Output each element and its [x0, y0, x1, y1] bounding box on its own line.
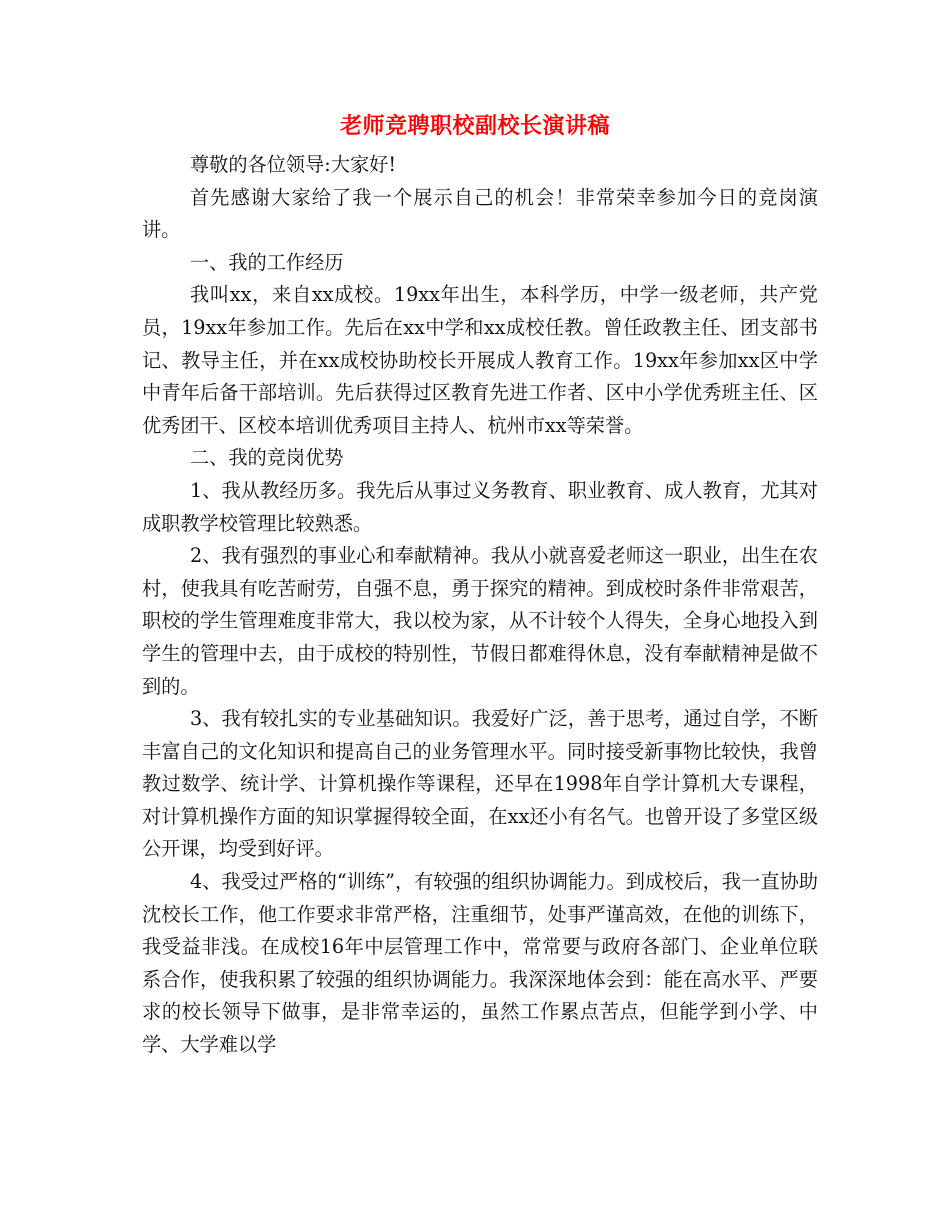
paragraph-work-experience: 我叫xx，来自xx成校。19xx年出生，本科学历，中学一级老师，共产党员，19xx年参加工作。先后在xx中学和xx成校任教。曾任政教主任、团支部书记、教导主任，并在xx成校协助校长开展成人教育工作。19xx年参加xx区中学中青年后备干部培训。先后获得过区教育先进工作者、区中小学优秀班主任、区优秀团干、区校本培训优秀项目主持人、杭州市xx等荣誉。 [142, 283, 818, 437]
paragraph-greeting: 尊敬的各位领导:大家好! [190, 153, 397, 176]
document-title: 老师竞聘职校副校长演讲稿 [339, 113, 610, 139]
section-heading-work-experience: 一、我的工作经历 [190, 250, 344, 274]
paragraph-advantage-3: 3、我有较扎实的专业基础知识。我爱好广泛，善于思考，通过自学，不断丰富自己的文化知识和提高自己的业务管理水平。同时接受新事物比较快，我曾教过数学、统计学、计算机操作等课程，还早在1998年自学计算机大专课程，对计算机操作方面的知识掌握得较全面，在xx还小有名气。也曾开设了多堂区级公开课，均受到好评。 [142, 707, 818, 861]
document-body [142, 149, 818, 1062]
paragraph-advantage-1: 1、我从教经历多。我先后从事过义务教育、职业教育、成人教育，尤其对成职教学校管理比较熟悉。 [142, 478, 818, 535]
paragraph-advantage-2: 2、我有强烈的事业心和奉献精神。我从小就喜爱老师这一职业，出生在农村，使我具有吃苦耐劳，自强不息，勇于探究的精神。到成校时条件非常艰苦，职校的学生管理难度非常大，我以校为家，从不计较个人得失，全身心地投入到学生的管理中去，由于成校的特别性，节假日都难得休息，没有奉献精神是做不到的。 [142, 544, 818, 698]
paragraph-advantage-4: 4、我受过严格的“训练”，有较强的组织协调能力。到成校后，我一直协助沈校长工作，他工作要求非常严格，注重细节，处事严谨高效，在他的训练下，我受益非浅。在成校16年中层管理工作中，常常要与政府各部门、企业单位联系合作，使我积累了较强的组织协调能力。我深深地体会到：能在高水平、严要求的校长领导下做事，是非常幸运的，虽然工作累点苦点，但能学到小学、中学、大学难以学 [142, 870, 818, 1057]
section-heading-advantages: 二、我的竞岗优势 [190, 446, 344, 470]
paragraph-thanks: 首先感谢大家给了我一个展示自己的机会！非常荣幸参加今日的竞岗演讲。 [142, 185, 818, 242]
